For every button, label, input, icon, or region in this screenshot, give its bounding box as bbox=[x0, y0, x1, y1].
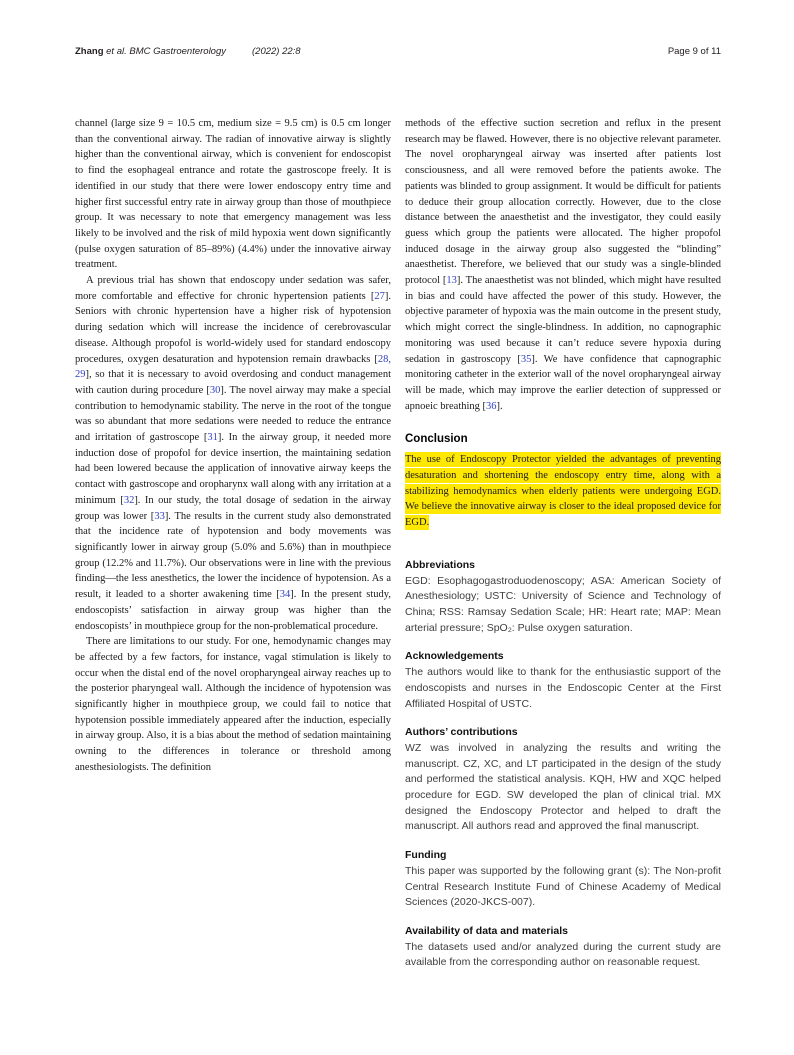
acknowledgements-heading: Acknowledgements bbox=[405, 650, 504, 663]
funding-section bbox=[405, 848, 721, 911]
abbreviations-text: EGD: Esophagogastroduodenoscopy; ASA: American Society of Anesthesiology; USTC: University of Science and Technology of China; RSS: Ramsay Sedation Scale; HR: Heart rate; MAP: Mean arterial pressure; SpO₂: Pulse oxygen saturation. bbox=[405, 574, 721, 634]
body-paragraph: A previous trial has shown that endoscopy under sedation was safer, more comfortable and effective for chronic hypertension patients [27]. Seniors with chronic hypertension have a higher risk of hypotension during sedation which will increase the incidence of cerebrovascular disease. Although propofol is world-widely used for standard endoscopy procedures, oxygen desaturation and hypotension remain drawbacks [28, 29], so that it is necessary to avoid overdosing and conduct management with caution during procedure [30]. The novel airway may make a special contribution to hemodynamic stability. The nerve in the root of the tongue was so abundant that more sedations were needed to reduce the entrance and irritation of gastroscope [31]. In the airway group, it needed more induction dose of propofol for device insertion, the maintaining sedation had been lowered because the application of innovative airway keeps the contact with gastroscope and oropharynx wall along with any irritation at a minimum [32]. In our study, the total dosage of sedation in the airway group was lower [33]. The results in the current study also demonstrated that the incidence rate of hypotension and body movements was significantly lower in airway group (5.0% and 5.6%) than in mouthpiece group (12.2% and 11.7%). Our observations were in line with the previous finding—the less anesthetics, the lower the incidence of hypotension. As a result, it leaded to a shorter awakening time [34]. In the present study, endoscopists’ satisfaction in airway group was higher than the endoscopists’ in mouthpiece group for the non-problematical procedure. bbox=[75, 275, 391, 632]
volume-issue: (2022) 22:8 bbox=[252, 46, 301, 57]
funding-text: This paper was supported by the following grant (s): The Non-profit Central Research Institute Fund of Chinese Academy of Medical Sciences (2020-JKCS-007). bbox=[405, 864, 721, 909]
page-number: Page 9 of 11 bbox=[667, 46, 721, 57]
authors-contributions-heading: Authors’ contributions bbox=[405, 726, 518, 739]
citation-ref[interactable]: 13 bbox=[446, 275, 457, 287]
conclusion-highlight: The use of Endoscopy Protector yielded the advantages of preventing desaturation and shortening the endoscopy entry time, along with a stabilizing hemodynamics when elderly patients were undergoing EGD. We believe the innovative airway is closer to the ideal proposed device for EGD. bbox=[405, 454, 721, 529]
article-body bbox=[75, 116, 721, 984]
right-column bbox=[405, 116, 721, 984]
running-head bbox=[75, 46, 721, 57]
authors-contributions-text: WZ was involved in analyzing the results and writing the manuscript. CZ, XC, and LT participated in the design of the study and performed the statistical analysis. KQH, HW and XQC helped procedure for EGD. SW developed the plan of clinical trial. MX designed the Endoscopy Protector and helped to draft the manuscript. All authors read and approved the final manuscript. bbox=[405, 741, 721, 833]
body-paragraph: There are limitations to our study. For one, hemodynamic changes may be affected by a few factors, for instance, vagal stimulation is likely to occur when the distal end of the novel oropharyngeal airway reaches up to the posterior pharyngeal wall. Although the incidence of hypotension was significantly higher in mouthpiece group, we could fail to notice that hypotension possible immediately appeared after the induction, especially in airway group. Also, it is a bias about the method of sedation maintaining owning to the differences in tolerance or threshold among anesthesiologists. The definition bbox=[75, 636, 391, 773]
acknowledgements-text: The authors would like to thank for the enthusiastic support of the endoscopists and nurses in the Endoscopic Center at the First Affiliated Hospital of USTC. bbox=[405, 666, 721, 710]
author-name: Zhang bbox=[75, 46, 104, 57]
back-matter bbox=[405, 558, 721, 971]
funding-heading: Funding bbox=[405, 849, 447, 862]
abbreviations-section bbox=[405, 558, 721, 637]
citation-ref[interactable]: 33 bbox=[154, 510, 165, 522]
citation-ref[interactable]: 32 bbox=[123, 494, 135, 506]
availability-heading: Availability of data and materials bbox=[405, 924, 568, 937]
citation-ref[interactable]: 35 bbox=[520, 353, 532, 365]
conclusion-paragraph bbox=[405, 452, 721, 531]
conclusion-heading: Conclusion bbox=[405, 433, 468, 446]
authors-contributions-section bbox=[405, 725, 721, 835]
acknowledgements-section bbox=[405, 649, 721, 712]
abbreviations-heading: Abbreviations bbox=[405, 558, 476, 571]
body-paragraph: methods of the effective suction secretion and reflux in the present research may be flawed. However, there is no objective relevant parameter. The novel oropharyngeal airway was inserted after patients lost consciousness, and all were removed before the patients awoke. The patients was blinded to group assignment. It would be difficult for patients to deduce their group allocation correctly. However, due to the close distance between the anaesthetist and the investigator, they could easily guess which group the patients were allocated. The higher propofol induced dosage in the airway group also suggested the “blinding” anaesthetist. Therefore, we believed that our study was a single-blinded protocol [13]. The anaesthetist was not blinded, which might have resulted in bias and could have affected the power of this study. However, the objective parameter of hypoxia was the main outcome in the present study, which might correct the single-blindness. In addition, no capnographic monitoring was used because it can’t reduce severe hypoxia during sedation in gastroscopy [35]. We have confidence that capnographic monitoring catheter in the exterior wall of the novel oropharyngeal airway will be made, which may improve the earlier detection of suppressed or apnoeic breathing [36]. bbox=[405, 118, 722, 412]
body-paragraph: channel (large size 9 = 10.5 cm, medium size = 9.5 cm) is 0.5 cm longer than the conventional airway. The radian of innovative airway is slightly higher than the conventional airway, which is convenient for endoscopist to find the esophageal entrance and rotate the gastroscope freely. It is identified in our study that there were lower endoscopy entry time and higher first successful entry rate in airway group than those of mouthpiece group. It was necessary to note that emergency management was less likely to be involved and the risk of mild hypoxia went down significantly (pulse oxygen saturation of 85–89%) (4.4%) under the innovative airway treatment. bbox=[75, 118, 391, 271]
availability-text: The datasets used and/or analyzed during the current study are available from the corresponding author on reasonable request. bbox=[405, 940, 721, 969]
citation-ref[interactable]: 36 bbox=[486, 400, 497, 412]
citation-ref[interactable]: 27 bbox=[374, 290, 385, 302]
citation-ref[interactable]: 31 bbox=[207, 432, 218, 444]
availability-section bbox=[405, 924, 721, 971]
citation-ref[interactable]: 30 bbox=[209, 384, 221, 396]
citation-ref[interactable]: 28, 29 bbox=[75, 353, 391, 381]
citation-ref[interactable]: 34 bbox=[279, 589, 291, 601]
journal-name: et al. BMC Gastroenterology bbox=[106, 46, 226, 57]
left-column bbox=[75, 116, 391, 984]
journal-citation bbox=[75, 46, 301, 57]
